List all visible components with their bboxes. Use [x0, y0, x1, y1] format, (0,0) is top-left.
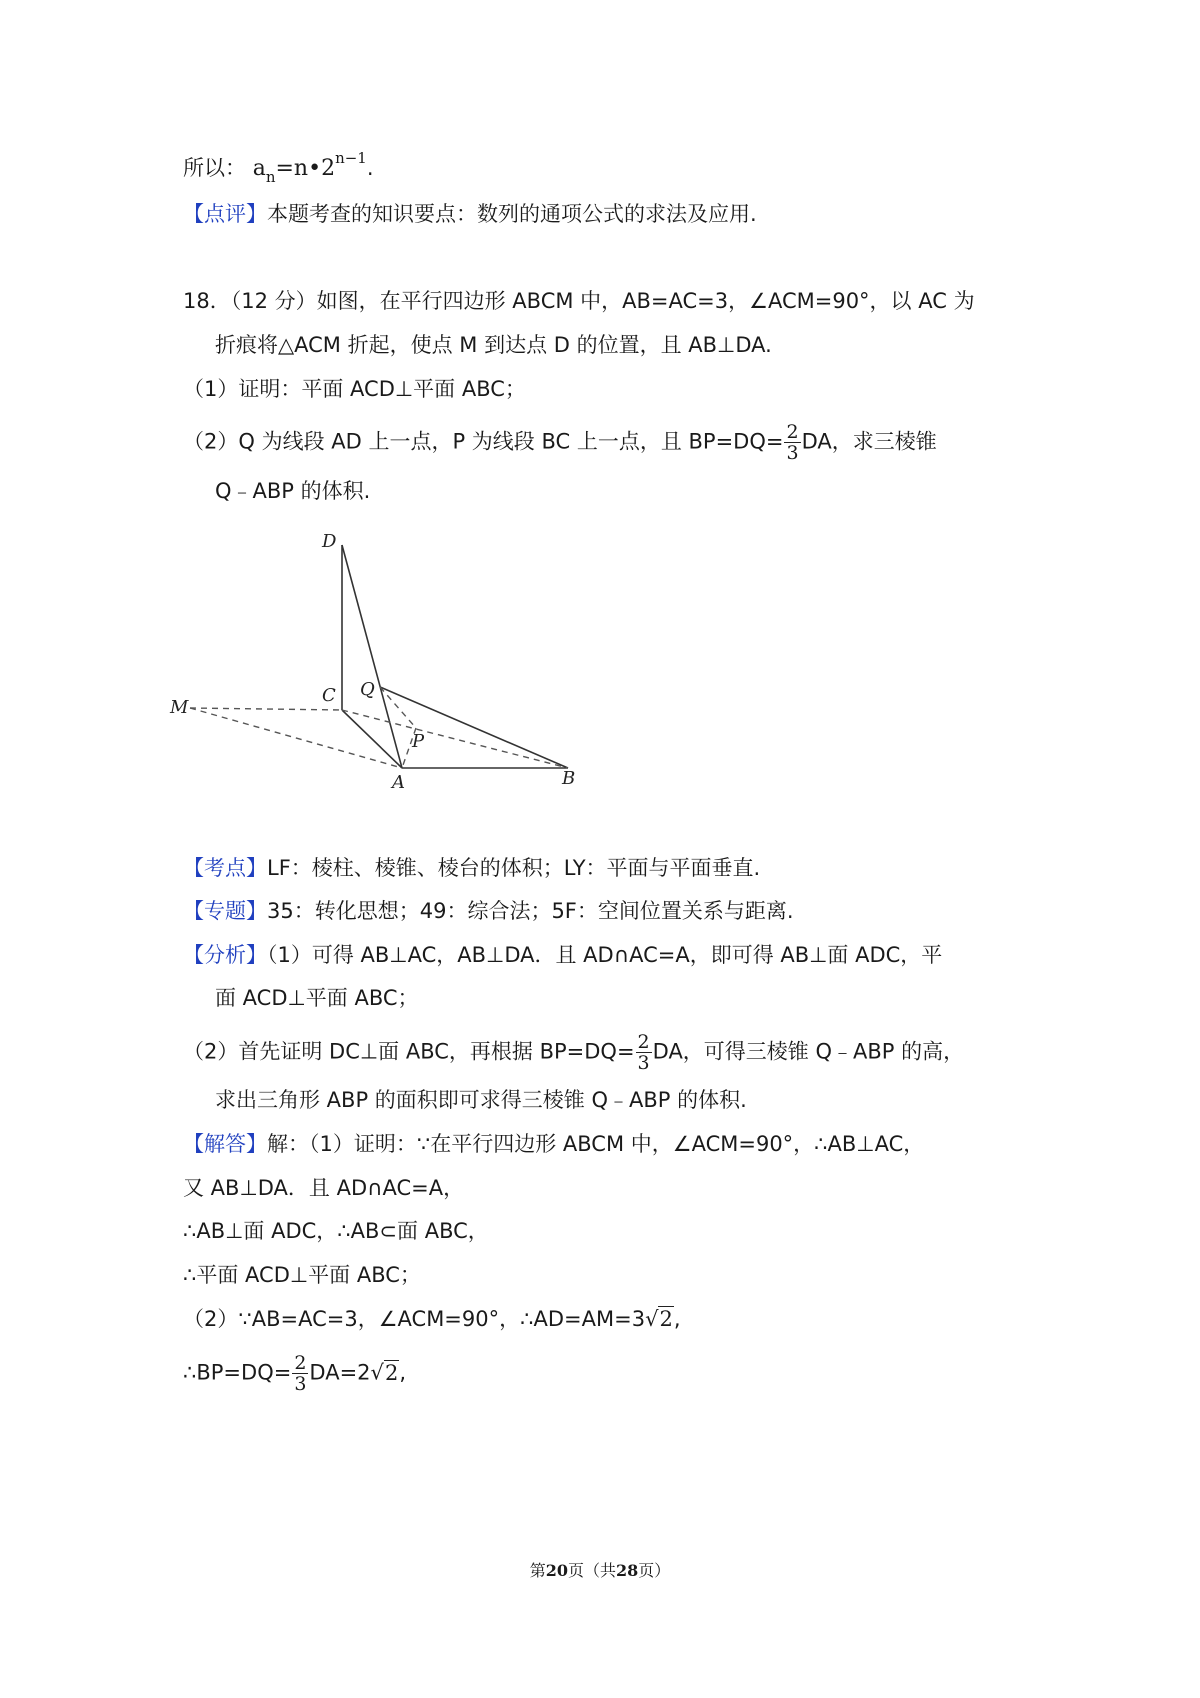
question-part-2-text: （2）Q 为线段 AD 上一点，P 为线段 BC 上一点，且 BP=DQ=	[183, 429, 784, 454]
fraction-denominator: 3	[786, 442, 799, 464]
geometry-figure	[170, 531, 600, 815]
question-part-1: （1）证明：平面 ACD⊥平面 ABC；	[183, 377, 526, 401]
formula-exponent: n−1	[335, 149, 367, 167]
formula-end: .	[366, 156, 374, 180]
jieda-line-2: 又 AB⊥DA．且 AD∩AC=A，	[183, 1176, 465, 1200]
comment-text: 本题考查的知识要点：数列的通项公式的求法及应用.	[267, 202, 757, 226]
jieda-line-3: ∴AB⊥面 ADC，∴AB⊂面 ABC，	[183, 1219, 489, 1243]
question-line-2: 折痕将△ACM 折起，使点 M 到达点 D 的位置，且 AB⊥DA.	[215, 333, 772, 357]
page-footer	[0, 1558, 1200, 1581]
edge-MC	[190, 708, 342, 710]
zhuanti-tag: 【专题】	[183, 899, 267, 923]
formula-base: 2	[321, 156, 336, 181]
fenxi-text-3-tail: DA，可得三棱锥 Q﹣ABP 的高，	[652, 1039, 965, 1064]
footer-post: 页）	[638, 1561, 671, 1580]
kaodian-line	[183, 853, 760, 883]
fenxi-tag: 【分析】	[183, 943, 267, 967]
label-A: A	[392, 772, 405, 793]
question-part-2-tail: DA，求三棱锥	[801, 429, 937, 454]
question-part-2	[183, 422, 937, 463]
fenxi-text-1: （1）可得 AB⊥AC，AB⊥DA．且 AD∩AC=A，即可得 AB⊥面 ADC，平	[267, 943, 943, 967]
sqrt-expression: √2	[370, 1360, 399, 1385]
zhuanti-text: 35：转化思想；49：综合法；5F：空间位置关系与距离.	[267, 899, 794, 923]
fraction-numerator: 2	[637, 1031, 650, 1053]
jieda-line-1	[183, 1129, 924, 1159]
jieda-text-6: ∴BP=DQ=	[183, 1360, 292, 1385]
zhuanti-line	[183, 896, 794, 926]
jieda-text-6-end: ,	[399, 1360, 406, 1385]
label-B: B	[562, 768, 576, 789]
so-prefix: 所以：	[183, 156, 246, 180]
label-C: C	[322, 685, 336, 706]
fraction-denominator: 3	[637, 1052, 650, 1074]
fraction-numerator: 2	[786, 421, 799, 443]
fraction-two-thirds-analysis	[636, 1032, 652, 1073]
fenxi-text-3: （2）首先证明 DC⊥面 ABC，再根据 BP=DQ=	[183, 1039, 635, 1064]
fraction-numerator: 2	[294, 1352, 307, 1374]
footer-page-number: 20	[545, 1561, 568, 1580]
jieda-text-5-end: ,	[673, 1307, 681, 1331]
question-line-5: Q﹣ABP 的体积.	[215, 479, 371, 503]
jieda-text-1: 解：（1）证明：∵在平行四边形 ABCM 中，∠ACM=90°，∴AB⊥AC，	[267, 1132, 925, 1156]
jieda-line-4: ∴平面 ACD⊥平面 ABC；	[183, 1263, 421, 1287]
label-M: M	[170, 697, 189, 718]
jieda-line-6	[183, 1353, 406, 1394]
sqrt-radicand: 2	[384, 1360, 399, 1385]
footer-total-pages: 28	[616, 1561, 639, 1580]
question-line-1: 18．（12 分）如图，在平行四边形 ABCM 中，AB=AC=3，∠ACM=90°，以 AC 为	[183, 289, 975, 313]
formula-eq: =n	[275, 156, 309, 181]
jieda-tag: 【解答】	[183, 1132, 267, 1156]
sqrt-radicand: 2	[659, 1307, 673, 1331]
fenxi-line-2: 面 ACD⊥平面 ABC；	[215, 986, 419, 1010]
comment-tag: 【点评】	[183, 202, 267, 226]
fenxi-line-4: 求出三角形 ABP 的面积即可求得三棱锥 Q﹣ABP 的体积.	[215, 1088, 747, 1112]
edge-DA	[342, 545, 402, 768]
footer-mid: 页（共	[567, 1561, 616, 1580]
fraction-denominator: 3	[294, 1373, 307, 1395]
formula-line	[183, 143, 374, 192]
label-D: D	[322, 531, 337, 552]
label-P: P	[412, 731, 425, 752]
jieda-line-5	[183, 1304, 681, 1334]
fraction-two-thirds-solution	[292, 1353, 308, 1394]
label-Q: Q	[360, 679, 375, 700]
formula-subscript: n	[265, 168, 276, 186]
formula-a: a	[252, 156, 266, 181]
sqrt-expression: √2	[645, 1307, 673, 1331]
comment-line	[183, 199, 757, 229]
fenxi-line-1	[183, 940, 942, 970]
jieda-text-5: （2）∵AB=AC=3，∠ACM=90°，∴AD=AM=3	[183, 1307, 646, 1331]
footer-pre: 第	[529, 1561, 546, 1580]
fenxi-line-3	[183, 1032, 964, 1073]
jieda-text-6-mid: DA=2	[309, 1360, 371, 1385]
kaodian-text: LF：棱柱、棱锥、棱台的体积；LY：平面与平面垂直.	[267, 856, 761, 880]
kaodian-tag: 【考点】	[183, 856, 267, 880]
fraction-two-thirds	[784, 422, 800, 463]
formula-dot: •	[308, 156, 322, 181]
